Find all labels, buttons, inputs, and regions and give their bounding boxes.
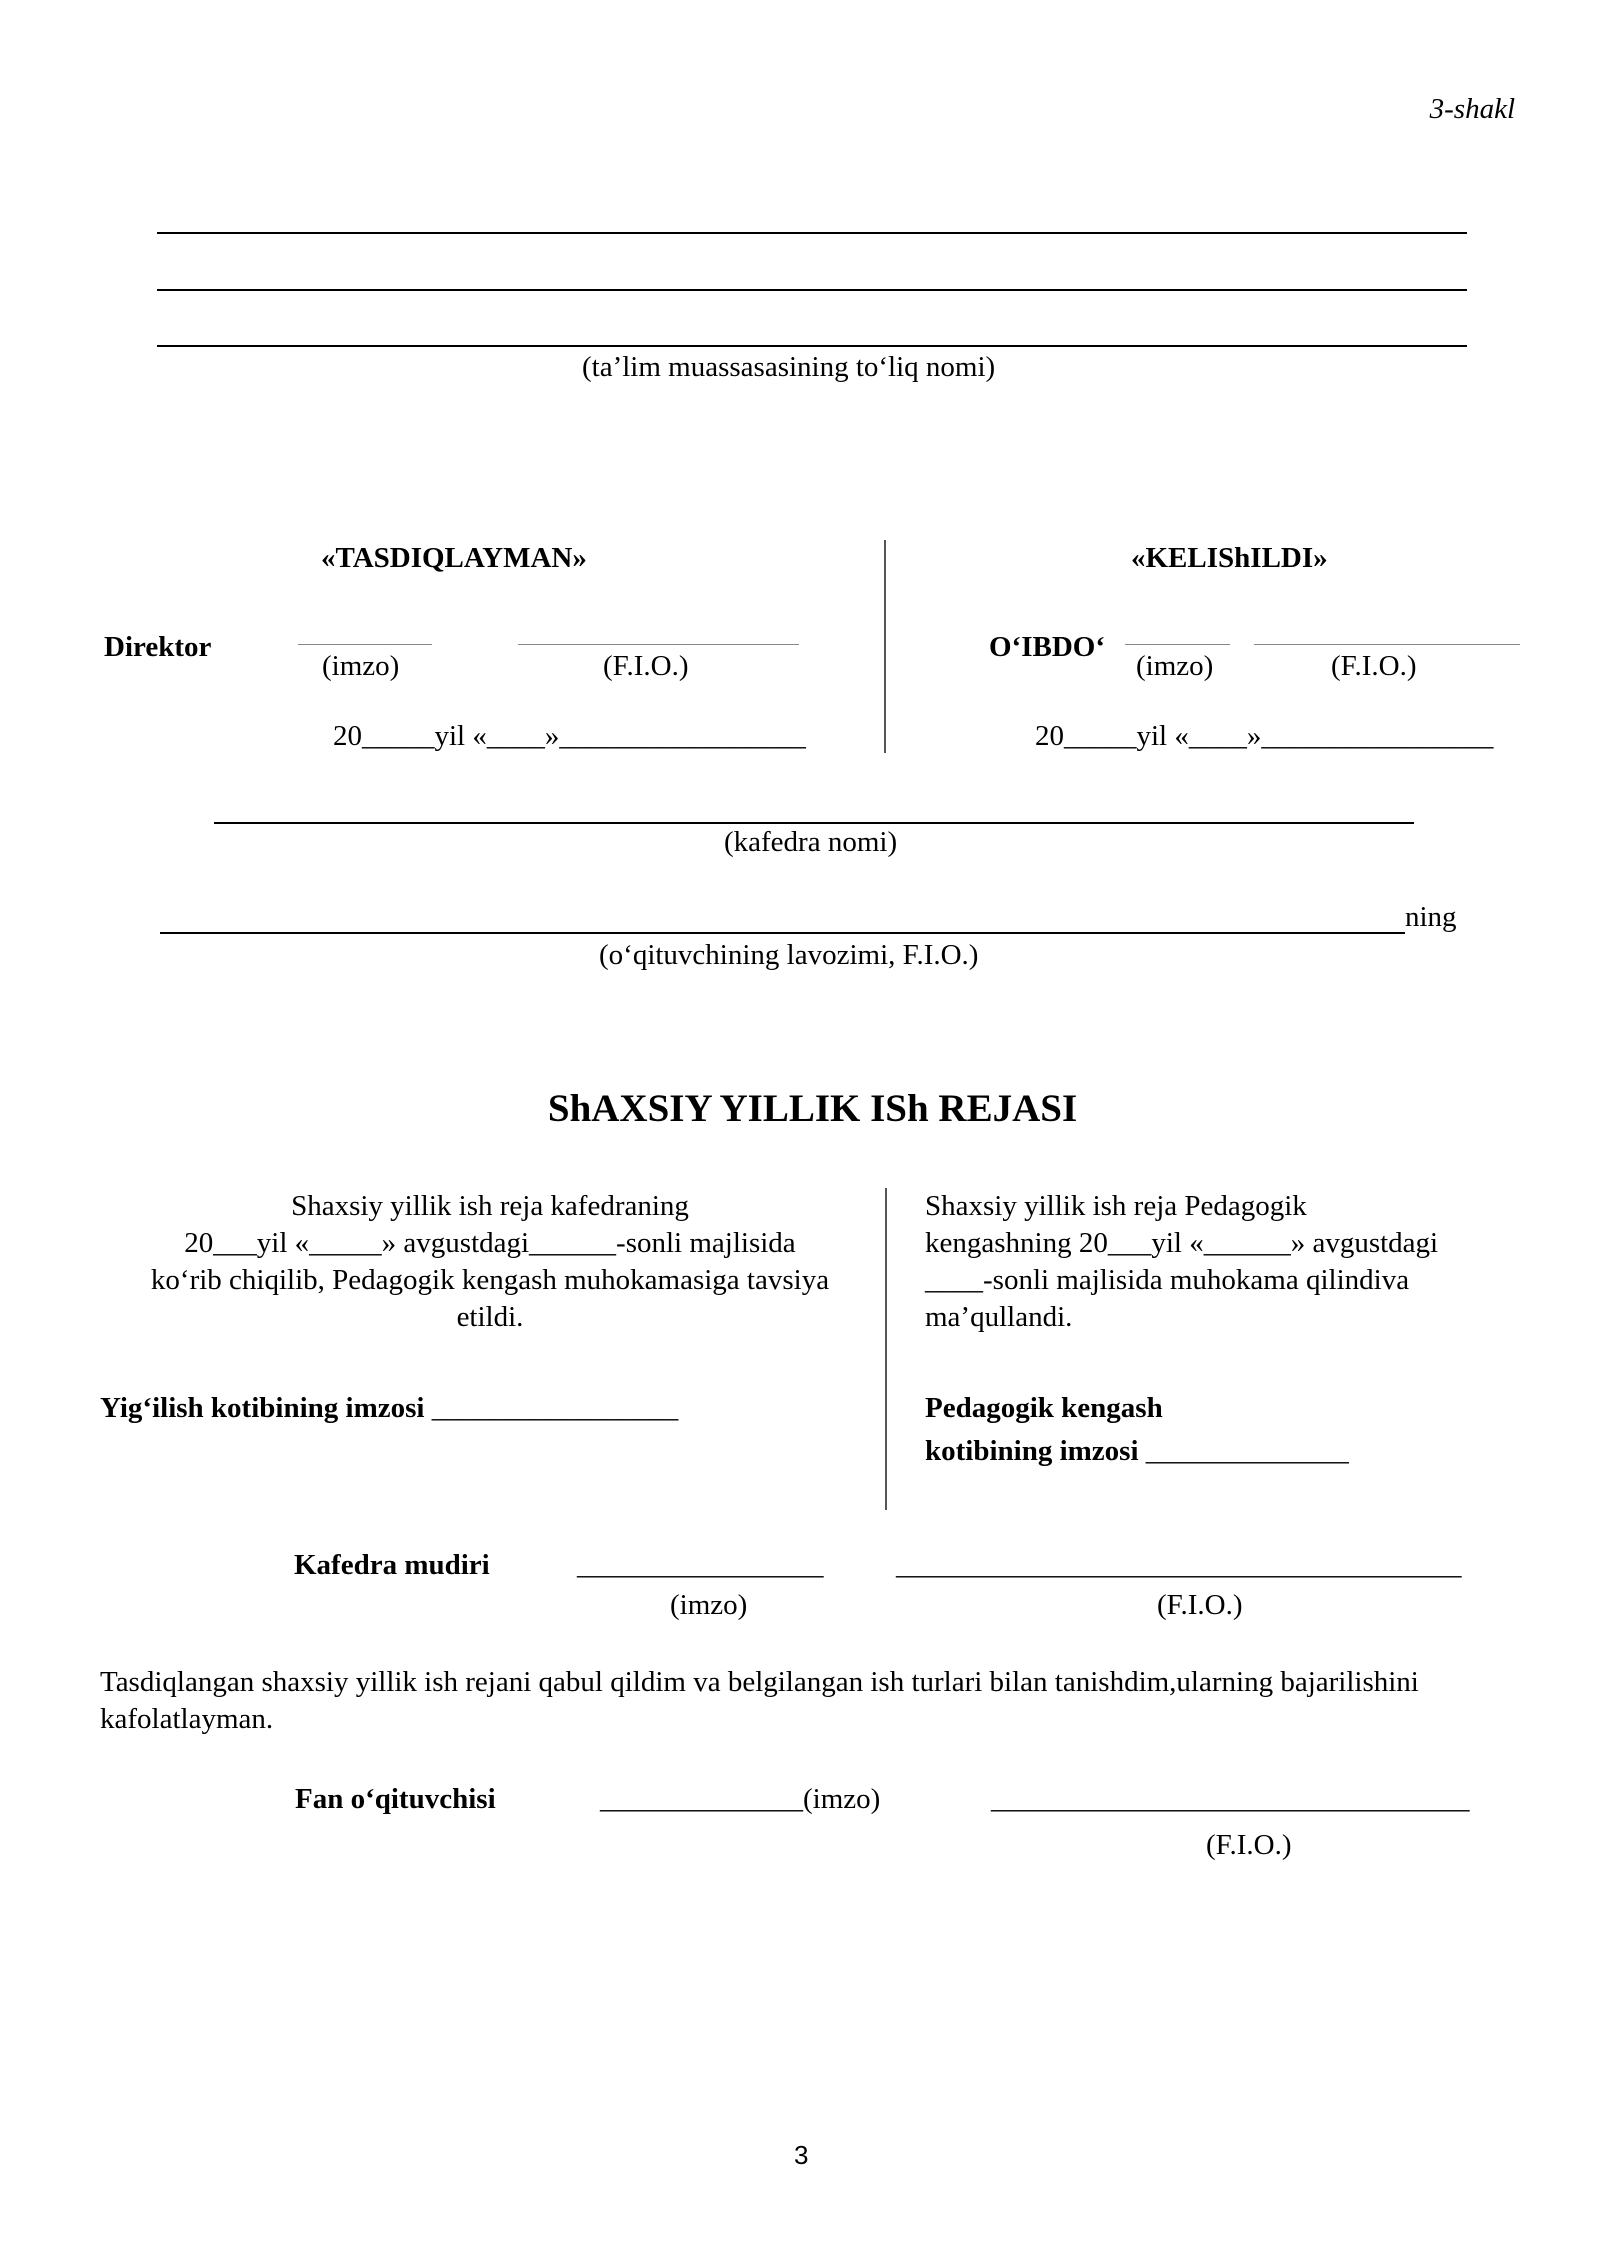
review-right-paragraph [925, 1188, 1525, 1336]
head-of-department-label: Kafedra mudiri [294, 1549, 490, 1581]
acceptance-text: Tasdiqlangan shaxsiy yillik ish rejani qabul qildim va belgilangan ish turlari bilan tanishdim,ularning bajarilishini kafolatlayman. [100, 1666, 1419, 1735]
oibdo-date-line: 20_____yil «____»________________ [1035, 720, 1494, 752]
approve-heading: «TASDIQLAYMAN» [321, 542, 587, 574]
teacher-caption: (o‘qituvchining lavozimi, F.I.O.) [599, 939, 979, 971]
approval-divider [884, 540, 886, 753]
director-label: Direktor [104, 631, 212, 663]
teacher-line [160, 932, 1405, 934]
department-caption: (kafedra nomi) [724, 826, 898, 858]
teacher-suffix: ning [1405, 901, 1457, 933]
council-secretary-label-2: kotibining imzosi [925, 1435, 1139, 1467]
left-secretary-label: Yig‘ilish kotibining imzosi [100, 1392, 425, 1424]
review-right-line-1: Shaxsiy yillik ish reja Pedagogik [925, 1190, 1307, 1222]
left-secretary-signature [100, 1391, 678, 1426]
left-secretary-blank: _________________ [431, 1392, 679, 1424]
oibdo-name-caption: (F.I.O.) [1331, 650, 1417, 682]
director-name-line [518, 644, 799, 645]
teacher-name-blank: _________________________________ [991, 1783, 1470, 1815]
agreed-heading: «KELIShILDI» [1131, 542, 1328, 574]
head-name-caption: (F.I.O.) [1157, 1589, 1243, 1621]
director-sign-caption: (imzo) [322, 650, 400, 682]
head-sign-blank: _________________ [577, 1549, 824, 1581]
page-number: 3 [794, 2140, 809, 2170]
institution-line-3 [157, 345, 1467, 347]
oibdo-sign-line [1125, 644, 1230, 645]
review-left-line-1: Shaxsiy yillik ish reja kafedraning [291, 1190, 689, 1222]
head-name-blank: _______________________________________ [896, 1549, 1462, 1581]
oibdo-name-line [1254, 644, 1520, 645]
teacher-sign-blank: ______________(imzo) [600, 1783, 881, 1815]
institution-caption: (ta’lim muassasasining to‘liq nomi) [582, 351, 996, 383]
teacher-signature-label: Fan o‘qituvchisi [295, 1783, 496, 1815]
council-secretary-label-1: Pedagogik kengash [925, 1392, 1163, 1424]
director-name-caption: (F.I.O.) [603, 650, 689, 682]
teacher-name-caption: (F.I.O.) [1206, 1829, 1292, 1861]
department-line [214, 822, 1414, 824]
review-left-line-3: ko‘rib chiqilib, Pedagogik kengash muhokamasiga tavsiya [150, 1264, 830, 1296]
review-divider [885, 1188, 887, 1510]
director-date-line: 20_____yil «____»_________________ [333, 720, 806, 752]
council-secretary-signature [925, 1434, 1349, 1469]
oibdo-sign-caption: (imzo) [1136, 650, 1214, 682]
review-left-line-4: etildi. [456, 1301, 524, 1333]
head-sign-caption: (imzo) [670, 1589, 748, 1621]
review-right-line-4: ma’qullandi. [925, 1301, 1073, 1333]
form-label: 3-shakl [1429, 93, 1515, 125]
institution-line-1 [157, 232, 1467, 234]
review-left-paragraph [100, 1188, 880, 1336]
review-right-line-3: ____-sonli majlisida muhokama qilindiva [925, 1264, 1410, 1296]
review-right-line-2: kengashning 20___yil «______» avgustdagi [925, 1227, 1439, 1259]
director-sign-line [298, 644, 432, 645]
council-secretary-blank: ______________ [1145, 1435, 1349, 1467]
document-title: ShAXSIY YILLIK ISh REJASI [547, 1087, 1078, 1130]
review-left-line-2: 20___yil «_____» avgustdagi______-sonli majlisida [184, 1227, 796, 1259]
oibdo-label: O‘IBDO‘ [989, 631, 1105, 663]
institution-line-2 [157, 289, 1467, 291]
